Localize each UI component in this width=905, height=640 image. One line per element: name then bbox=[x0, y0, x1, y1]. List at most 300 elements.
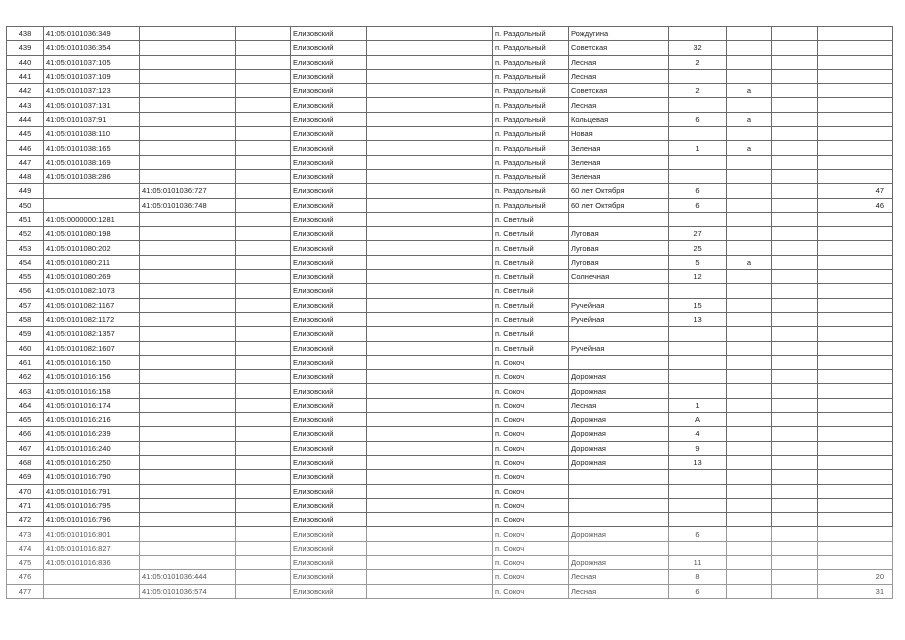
street-cell: Советская bbox=[569, 41, 669, 55]
empty-cell bbox=[367, 341, 493, 355]
table-row bbox=[7, 27, 893, 41]
table-row bbox=[7, 470, 893, 484]
row-number-cell: 448 bbox=[7, 169, 44, 183]
table-row bbox=[7, 541, 893, 555]
empty-cell bbox=[236, 127, 291, 141]
empty-cell bbox=[772, 255, 818, 269]
district-cell: Елизовский bbox=[291, 484, 367, 498]
empty-cell bbox=[236, 84, 291, 98]
building-cadastral-number-cell bbox=[140, 69, 236, 83]
row-number-cell: 467 bbox=[7, 441, 44, 455]
apartment-number-cell bbox=[818, 284, 893, 298]
cadastral-number-cell: 41:05:0101016:827 bbox=[44, 541, 140, 555]
house-number-cell: 6 bbox=[669, 184, 727, 198]
table-row bbox=[7, 298, 893, 312]
table-row bbox=[7, 484, 893, 498]
street-cell: 60 лет Октября bbox=[569, 184, 669, 198]
district-cell: Елизовский bbox=[291, 455, 367, 469]
apartment-number-cell bbox=[818, 355, 893, 369]
district-cell: Елизовский bbox=[291, 327, 367, 341]
table-row bbox=[7, 98, 893, 112]
street-cell: Зеленая bbox=[569, 169, 669, 183]
cadastral-number-cell: 41:05:0101037:105 bbox=[44, 55, 140, 69]
building-cadastral-number-cell bbox=[140, 255, 236, 269]
cadastral-number-cell: 41:05:0101082:1607 bbox=[44, 341, 140, 355]
table-row bbox=[7, 284, 893, 298]
street-cell bbox=[569, 327, 669, 341]
table-row bbox=[7, 312, 893, 326]
cadastral-number-cell: 41:05:0101016:790 bbox=[44, 470, 140, 484]
street-cell: Ручейная bbox=[569, 312, 669, 326]
table-row bbox=[7, 127, 893, 141]
house-number-cell: 6 bbox=[669, 198, 727, 212]
table-row bbox=[7, 327, 893, 341]
empty-cell bbox=[772, 441, 818, 455]
building-cadastral-number-cell bbox=[140, 327, 236, 341]
street-cell bbox=[569, 355, 669, 369]
street-cell: Кольцевая bbox=[569, 112, 669, 126]
apartment-number-cell bbox=[818, 84, 893, 98]
empty-cell bbox=[772, 470, 818, 484]
district-cell: Елизовский bbox=[291, 527, 367, 541]
house-number-cell: 11 bbox=[669, 555, 727, 569]
settlement-cell: п. Раздольный bbox=[493, 127, 569, 141]
house-number-cell bbox=[669, 370, 727, 384]
empty-cell bbox=[772, 69, 818, 83]
cadastral-number-cell bbox=[44, 584, 140, 598]
apartment-number-cell bbox=[818, 498, 893, 512]
district-cell: Елизовский bbox=[291, 141, 367, 155]
table-row bbox=[7, 112, 893, 126]
district-cell: Елизовский bbox=[291, 155, 367, 169]
empty-cell bbox=[367, 312, 493, 326]
street-cell: Дорожная bbox=[569, 370, 669, 384]
settlement-cell: п. Раздольный bbox=[493, 112, 569, 126]
cadastral-number-cell bbox=[44, 198, 140, 212]
cadastral-number-cell: 41:05:0101082:1167 bbox=[44, 298, 140, 312]
cadastral-number-cell: 41:05:0000000:1281 bbox=[44, 212, 140, 226]
house-letter-cell bbox=[727, 584, 772, 598]
district-cell: Елизовский bbox=[291, 584, 367, 598]
empty-cell bbox=[236, 27, 291, 41]
cadastral-number-cell: 41:05:0101037:131 bbox=[44, 98, 140, 112]
empty-cell bbox=[367, 169, 493, 183]
table-row bbox=[7, 227, 893, 241]
district-cell: Елизовский bbox=[291, 413, 367, 427]
empty-cell bbox=[236, 484, 291, 498]
street-cell: Дорожная bbox=[569, 527, 669, 541]
house-number-cell bbox=[669, 212, 727, 226]
house-letter-cell bbox=[727, 455, 772, 469]
street-cell: Ручейная bbox=[569, 298, 669, 312]
building-cadastral-number-cell bbox=[140, 527, 236, 541]
cadastral-number-cell: 41:05:0101016:216 bbox=[44, 413, 140, 427]
house-number-cell bbox=[669, 513, 727, 527]
row-number-cell: 473 bbox=[7, 527, 44, 541]
street-cell: Новая bbox=[569, 127, 669, 141]
building-cadastral-number-cell bbox=[140, 441, 236, 455]
row-number-cell: 451 bbox=[7, 212, 44, 226]
table-row bbox=[7, 427, 893, 441]
empty-cell bbox=[367, 498, 493, 512]
empty-cell bbox=[236, 284, 291, 298]
apartment-number-cell bbox=[818, 413, 893, 427]
street-cell bbox=[569, 484, 669, 498]
cadastral-number-cell: 41:05:0101038:110 bbox=[44, 127, 140, 141]
apartment-number-cell bbox=[818, 341, 893, 355]
row-number-cell: 462 bbox=[7, 370, 44, 384]
house-letter-cell bbox=[727, 570, 772, 584]
house-letter-cell bbox=[727, 312, 772, 326]
street-cell: Ручейная bbox=[569, 341, 669, 355]
empty-cell bbox=[236, 584, 291, 598]
row-number-cell: 453 bbox=[7, 241, 44, 255]
empty-cell bbox=[236, 513, 291, 527]
house-number-cell bbox=[669, 169, 727, 183]
empty-cell bbox=[236, 398, 291, 412]
table-row bbox=[7, 513, 893, 527]
cadastral-number-cell: 41:05:0101036:354 bbox=[44, 41, 140, 55]
apartment-number-cell bbox=[818, 27, 893, 41]
empty-cell bbox=[772, 184, 818, 198]
cadastral-number-cell: 41:05:0101016:801 bbox=[44, 527, 140, 541]
empty-cell bbox=[367, 327, 493, 341]
apartment-number-cell bbox=[818, 484, 893, 498]
district-cell: Елизовский bbox=[291, 198, 367, 212]
row-number-cell: 446 bbox=[7, 141, 44, 155]
cadastral-number-cell: 41:05:0101016:158 bbox=[44, 384, 140, 398]
cadastral-number-cell: 41:05:0101080:269 bbox=[44, 270, 140, 284]
settlement-cell: п. Светлый bbox=[493, 284, 569, 298]
house-number-cell: 5 bbox=[669, 255, 727, 269]
street-cell: Дорожная bbox=[569, 555, 669, 569]
empty-cell bbox=[367, 127, 493, 141]
house-letter-cell: а bbox=[727, 112, 772, 126]
row-number-cell: 468 bbox=[7, 455, 44, 469]
settlement-cell: п. Сокоч bbox=[493, 513, 569, 527]
district-cell: Елизовский bbox=[291, 312, 367, 326]
empty-cell bbox=[772, 98, 818, 112]
empty-cell bbox=[236, 255, 291, 269]
apartment-number-cell bbox=[818, 370, 893, 384]
building-cadastral-number-cell bbox=[140, 370, 236, 384]
empty-cell bbox=[772, 141, 818, 155]
district-cell: Елизовский bbox=[291, 184, 367, 198]
empty-cell bbox=[367, 241, 493, 255]
cadastral-number-cell: 41:05:0101037:123 bbox=[44, 84, 140, 98]
apartment-number-cell bbox=[818, 384, 893, 398]
street-cell: Зеленая bbox=[569, 155, 669, 169]
district-cell: Елизовский bbox=[291, 370, 367, 384]
empty-cell bbox=[367, 27, 493, 41]
house-number-cell: 6 bbox=[669, 112, 727, 126]
apartment-number-cell bbox=[818, 270, 893, 284]
house-letter-cell: а bbox=[727, 255, 772, 269]
building-cadastral-number-cell bbox=[140, 27, 236, 41]
settlement-cell: п. Раздольный bbox=[493, 169, 569, 183]
apartment-number-cell bbox=[818, 541, 893, 555]
empty-cell bbox=[772, 227, 818, 241]
street-cell bbox=[569, 284, 669, 298]
building-cadastral-number-cell bbox=[140, 212, 236, 226]
street-cell: Лесная bbox=[569, 398, 669, 412]
settlement-cell: п. Сокоч bbox=[493, 427, 569, 441]
street-cell: Советская bbox=[569, 84, 669, 98]
empty-cell bbox=[772, 84, 818, 98]
house-number-cell: 9 bbox=[669, 441, 727, 455]
empty-cell bbox=[367, 427, 493, 441]
house-letter-cell bbox=[727, 384, 772, 398]
house-number-cell: 32 bbox=[669, 41, 727, 55]
settlement-cell: п. Сокоч bbox=[493, 370, 569, 384]
district-cell: Елизовский bbox=[291, 298, 367, 312]
cadastral-number-cell: 41:05:0101016:250 bbox=[44, 455, 140, 469]
cadastral-number-cell: 41:05:0101082:1357 bbox=[44, 327, 140, 341]
street-cell: Лесная bbox=[569, 98, 669, 112]
district-cell: Елизовский bbox=[291, 270, 367, 284]
building-cadastral-number-cell: 41:05:0101036:574 bbox=[140, 584, 236, 598]
settlement-cell: п. Раздольный bbox=[493, 84, 569, 98]
settlement-cell: п. Светлый bbox=[493, 255, 569, 269]
empty-cell bbox=[772, 341, 818, 355]
building-cadastral-number-cell bbox=[140, 470, 236, 484]
table-row bbox=[7, 527, 893, 541]
empty-cell bbox=[772, 41, 818, 55]
street-cell: Луговая bbox=[569, 255, 669, 269]
apartment-number-cell bbox=[818, 327, 893, 341]
building-cadastral-number-cell bbox=[140, 55, 236, 69]
empty-cell bbox=[772, 398, 818, 412]
district-cell: Елизовский bbox=[291, 341, 367, 355]
building-cadastral-number-cell bbox=[140, 555, 236, 569]
empty-cell bbox=[367, 184, 493, 198]
house-number-cell bbox=[669, 484, 727, 498]
cadastral-number-cell: 41:05:0101016:240 bbox=[44, 441, 140, 455]
empty-cell bbox=[236, 55, 291, 69]
house-letter-cell bbox=[727, 198, 772, 212]
house-letter-cell bbox=[727, 169, 772, 183]
empty-cell bbox=[772, 241, 818, 255]
house-letter-cell bbox=[727, 284, 772, 298]
settlement-cell: п. Сокоч bbox=[493, 541, 569, 555]
street-cell bbox=[569, 541, 669, 555]
settlement-cell: п. Сокоч bbox=[493, 355, 569, 369]
empty-cell bbox=[367, 55, 493, 69]
empty-cell bbox=[236, 312, 291, 326]
cadastral-number-cell: 41:05:0101016:239 bbox=[44, 427, 140, 441]
empty-cell bbox=[367, 584, 493, 598]
row-number-cell: 460 bbox=[7, 341, 44, 355]
house-number-cell: 15 bbox=[669, 298, 727, 312]
row-number-cell: 472 bbox=[7, 513, 44, 527]
house-letter-cell bbox=[727, 370, 772, 384]
house-letter-cell bbox=[727, 527, 772, 541]
row-number-cell: 457 bbox=[7, 298, 44, 312]
apartment-number-cell bbox=[818, 141, 893, 155]
house-number-cell bbox=[669, 127, 727, 141]
empty-cell bbox=[367, 455, 493, 469]
district-cell: Елизовский bbox=[291, 212, 367, 226]
table-row bbox=[7, 584, 893, 598]
row-number-cell: 463 bbox=[7, 384, 44, 398]
empty-cell bbox=[367, 41, 493, 55]
row-number-cell: 455 bbox=[7, 270, 44, 284]
street-cell: Дорожная bbox=[569, 441, 669, 455]
empty-cell bbox=[772, 370, 818, 384]
empty-cell bbox=[236, 413, 291, 427]
house-number-cell: 2 bbox=[669, 55, 727, 69]
empty-cell bbox=[367, 84, 493, 98]
house-number-cell: 1 bbox=[669, 398, 727, 412]
table-row bbox=[7, 184, 893, 198]
cadastral-number-cell: 41:05:0101080:198 bbox=[44, 227, 140, 241]
apartment-number-cell bbox=[818, 312, 893, 326]
settlement-cell: п. Сокоч bbox=[493, 455, 569, 469]
empty-cell bbox=[367, 255, 493, 269]
cadastral-number-cell: 41:05:0101038:165 bbox=[44, 141, 140, 155]
house-number-cell: 12 bbox=[669, 270, 727, 284]
building-cadastral-number-cell bbox=[140, 284, 236, 298]
empty-cell bbox=[367, 355, 493, 369]
apartment-number-cell bbox=[818, 427, 893, 441]
empty-cell bbox=[772, 55, 818, 69]
building-cadastral-number-cell bbox=[140, 455, 236, 469]
building-cadastral-number-cell: 41:05:0101036:748 bbox=[140, 198, 236, 212]
settlement-cell: п. Сокоч bbox=[493, 470, 569, 484]
row-number-cell: 442 bbox=[7, 84, 44, 98]
empty-cell bbox=[772, 570, 818, 584]
empty-cell bbox=[367, 141, 493, 155]
row-number-cell: 439 bbox=[7, 41, 44, 55]
apartment-number-cell bbox=[818, 398, 893, 412]
street-cell: Рождугина bbox=[569, 27, 669, 41]
apartment-number-cell: 46 bbox=[818, 198, 893, 212]
row-number-cell: 466 bbox=[7, 427, 44, 441]
empty-cell bbox=[236, 341, 291, 355]
cadastral-number-cell: 41:05:0101016:836 bbox=[44, 555, 140, 569]
empty-cell bbox=[236, 384, 291, 398]
house-letter-cell bbox=[727, 427, 772, 441]
building-cadastral-number-cell bbox=[140, 41, 236, 55]
house-letter-cell bbox=[727, 513, 772, 527]
district-cell: Елизовский bbox=[291, 570, 367, 584]
building-cadastral-number-cell bbox=[140, 98, 236, 112]
empty-cell bbox=[772, 355, 818, 369]
table-row bbox=[7, 41, 893, 55]
district-cell: Елизовский bbox=[291, 255, 367, 269]
apartment-number-cell bbox=[818, 455, 893, 469]
building-cadastral-number-cell bbox=[140, 241, 236, 255]
empty-cell bbox=[772, 270, 818, 284]
cadastral-number-cell: 41:05:0101080:211 bbox=[44, 255, 140, 269]
empty-cell bbox=[236, 41, 291, 55]
empty-cell bbox=[772, 312, 818, 326]
settlement-cell: п. Сокоч bbox=[493, 555, 569, 569]
district-cell: Елизовский bbox=[291, 541, 367, 555]
table-row bbox=[7, 455, 893, 469]
house-number-cell bbox=[669, 498, 727, 512]
empty-cell bbox=[236, 441, 291, 455]
settlement-cell: п. Сокоч bbox=[493, 498, 569, 512]
street-cell: Лесная bbox=[569, 570, 669, 584]
empty-cell bbox=[236, 227, 291, 241]
building-cadastral-number-cell bbox=[140, 498, 236, 512]
building-cadastral-number-cell bbox=[140, 413, 236, 427]
house-letter-cell bbox=[727, 41, 772, 55]
house-number-cell bbox=[669, 470, 727, 484]
empty-cell bbox=[367, 541, 493, 555]
row-number-cell: 469 bbox=[7, 470, 44, 484]
row-number-cell: 449 bbox=[7, 184, 44, 198]
empty-cell bbox=[772, 298, 818, 312]
settlement-cell: п. Сокоч bbox=[493, 384, 569, 398]
building-cadastral-number-cell bbox=[140, 141, 236, 155]
street-cell bbox=[569, 212, 669, 226]
empty-cell bbox=[236, 455, 291, 469]
district-cell: Елизовский bbox=[291, 398, 367, 412]
settlement-cell: п. Раздольный bbox=[493, 98, 569, 112]
table-row bbox=[7, 241, 893, 255]
cadastral-number-cell: 41:05:0101016:174 bbox=[44, 398, 140, 412]
empty-cell bbox=[236, 169, 291, 183]
apartment-number-cell bbox=[818, 298, 893, 312]
apartment-number-cell bbox=[818, 169, 893, 183]
house-letter-cell bbox=[727, 298, 772, 312]
table-row bbox=[7, 255, 893, 269]
table-row bbox=[7, 413, 893, 427]
house-number-cell: 27 bbox=[669, 227, 727, 241]
house-letter-cell bbox=[727, 341, 772, 355]
empty-cell bbox=[236, 212, 291, 226]
table-row bbox=[7, 398, 893, 412]
house-letter-cell bbox=[727, 270, 772, 284]
empty-cell bbox=[772, 584, 818, 598]
empty-cell bbox=[772, 127, 818, 141]
district-cell: Елизовский bbox=[291, 384, 367, 398]
street-cell bbox=[569, 498, 669, 512]
street-cell: Дорожная bbox=[569, 384, 669, 398]
house-letter-cell bbox=[727, 441, 772, 455]
street-cell: Луговая bbox=[569, 227, 669, 241]
empty-cell bbox=[367, 484, 493, 498]
cadastral-number-cell: 41:05:0101016:791 bbox=[44, 484, 140, 498]
settlement-cell: п. Сокоч bbox=[493, 584, 569, 598]
empty-cell bbox=[236, 498, 291, 512]
building-cadastral-number-cell bbox=[140, 155, 236, 169]
cadastral-number-cell: 41:05:0101082:1172 bbox=[44, 312, 140, 326]
house-letter-cell bbox=[727, 498, 772, 512]
house-number-cell bbox=[669, 384, 727, 398]
table-row bbox=[7, 141, 893, 155]
house-number-cell: 2 bbox=[669, 84, 727, 98]
row-number-cell: 440 bbox=[7, 55, 44, 69]
district-cell: Елизовский bbox=[291, 241, 367, 255]
empty-cell bbox=[367, 555, 493, 569]
building-cadastral-number-cell bbox=[140, 227, 236, 241]
street-cell bbox=[569, 470, 669, 484]
building-cadastral-number-cell bbox=[140, 112, 236, 126]
empty-cell bbox=[772, 455, 818, 469]
apartment-number-cell: 31 bbox=[818, 584, 893, 598]
house-letter-cell bbox=[727, 55, 772, 69]
empty-cell bbox=[236, 241, 291, 255]
cadastral-number-cell: 41:05:0101082:1073 bbox=[44, 284, 140, 298]
row-number-cell: 471 bbox=[7, 498, 44, 512]
row-number-cell: 465 bbox=[7, 413, 44, 427]
apartment-number-cell bbox=[818, 155, 893, 169]
apartment-number-cell bbox=[818, 241, 893, 255]
table-row bbox=[7, 384, 893, 398]
